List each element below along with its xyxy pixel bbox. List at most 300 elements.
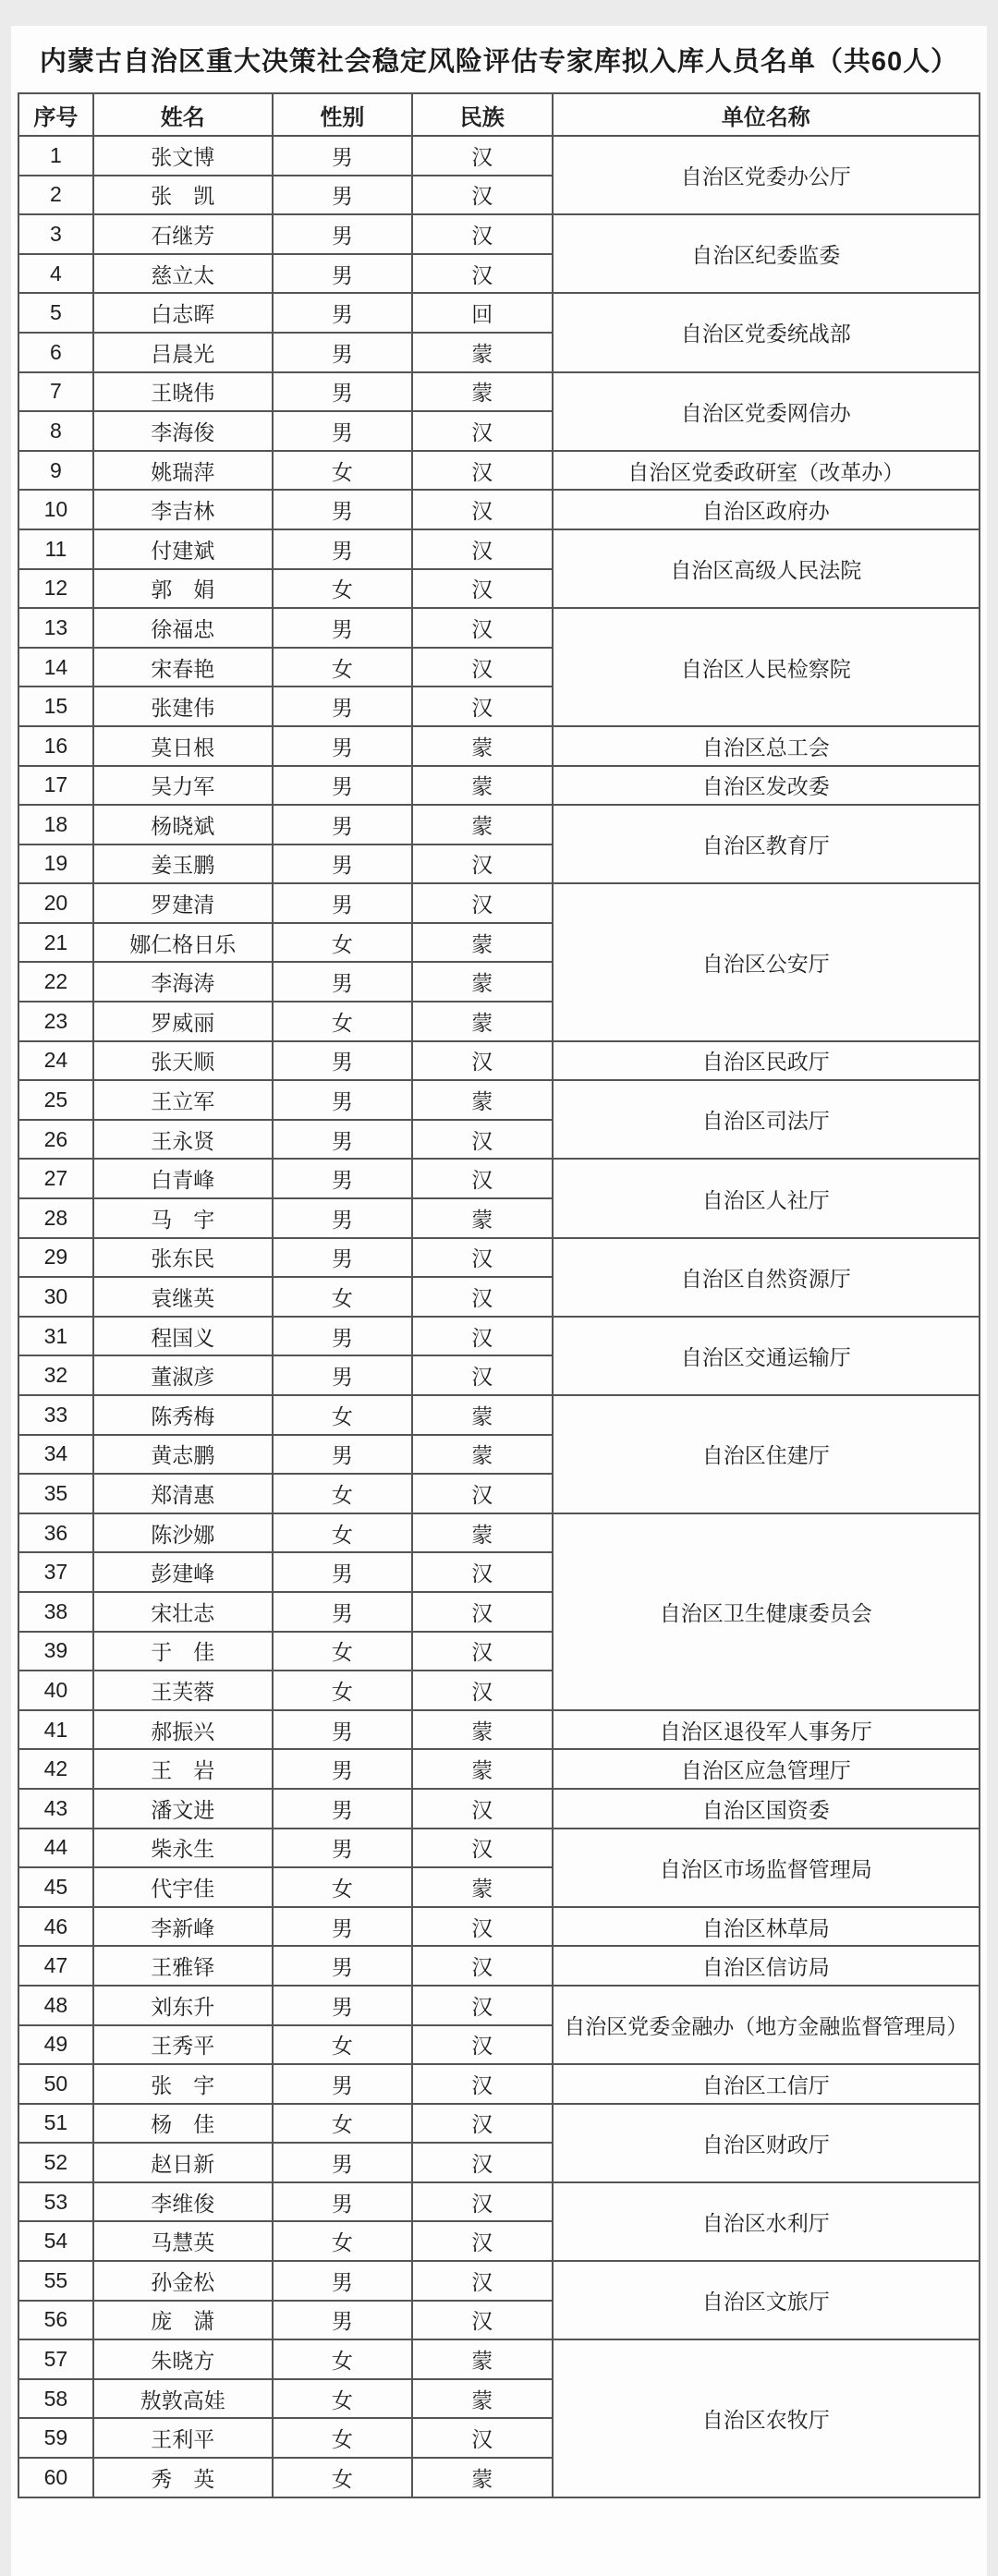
- gender-cell: 男: [273, 726, 412, 766]
- header-cell-name: 姓名: [93, 93, 273, 136]
- gender-cell: 男: [273, 766, 412, 806]
- unit-cell: 自治区交通运输厅: [553, 1317, 980, 1395]
- header-cell-ethnicity: 民族: [412, 93, 552, 136]
- unit-cell: 自治区退役军人事务厅: [553, 1710, 980, 1750]
- ethnicity-cell: 汉: [412, 411, 552, 451]
- gender-cell: 女: [273, 2379, 412, 2419]
- row-number-cell: 58: [18, 2379, 93, 2419]
- ethnicity-cell: 蒙: [412, 962, 552, 1002]
- row-number-cell: 35: [18, 1474, 93, 1513]
- gender-cell: 男: [273, 1710, 412, 1750]
- name-cell: 吴力军: [93, 766, 273, 806]
- name-cell: 陈秀梅: [93, 1395, 273, 1435]
- name-cell: 潘文进: [93, 1789, 273, 1829]
- name-cell: 王立军: [93, 1080, 273, 1120]
- unit-cell: 自治区发改委: [553, 766, 980, 806]
- unit-cell: 自治区信访局: [553, 1946, 980, 1986]
- gender-cell: 女: [273, 2339, 412, 2379]
- unit-cell: 自治区党委政研室（改革办）: [553, 451, 980, 491]
- ethnicity-cell: 汉: [412, 569, 552, 609]
- ethnicity-cell: 汉: [412, 2064, 552, 2104]
- unit-cell: 自治区党委统战部: [553, 293, 980, 371]
- gender-cell: 男: [273, 1159, 412, 1198]
- name-cell: 刘东升: [93, 1986, 273, 2025]
- row-number-cell: 19: [18, 844, 93, 884]
- row-number-cell: 31: [18, 1317, 93, 1356]
- name-cell: 赵日新: [93, 2143, 273, 2182]
- name-cell: 王秀平: [93, 2025, 273, 2065]
- row-number-cell: 12: [18, 569, 93, 609]
- ethnicity-cell: 汉: [412, 214, 552, 254]
- table-row: [18, 1946, 980, 1986]
- ethnicity-cell: 汉: [412, 1632, 552, 1671]
- name-cell: 董淑彦: [93, 1355, 273, 1395]
- row-number-cell: 23: [18, 1002, 93, 1041]
- gender-cell: 女: [273, 1277, 412, 1317]
- gender-cell: 男: [273, 254, 412, 294]
- row-number-cell: 52: [18, 2143, 93, 2182]
- ethnicity-cell: 蒙: [412, 2339, 552, 2379]
- ethnicity-cell: 汉: [412, 1120, 552, 1160]
- row-number-cell: 41: [18, 1710, 93, 1750]
- name-cell: 张天顺: [93, 1041, 273, 1081]
- gender-cell: 女: [273, 2104, 412, 2144]
- row-number-cell: 9: [18, 451, 93, 491]
- name-cell: 代宇佳: [93, 1867, 273, 1907]
- row-number-cell: 8: [18, 411, 93, 451]
- ethnicity-cell: 汉: [412, 608, 552, 648]
- ethnicity-cell: 汉: [412, 2261, 552, 2301]
- table-row: [18, 490, 980, 529]
- gender-cell: 男: [273, 1355, 412, 1395]
- name-cell: 郑清惠: [93, 1474, 273, 1513]
- ethnicity-cell: 汉: [412, 451, 552, 491]
- name-cell: 王晓伟: [93, 372, 273, 412]
- gender-cell: 男: [273, 1435, 412, 1475]
- header-cell-unit: 单位名称: [553, 93, 980, 136]
- gender-cell: 男: [273, 883, 412, 923]
- gender-cell: 男: [273, 411, 412, 451]
- name-cell: 李新峰: [93, 1907, 273, 1947]
- ethnicity-cell: 汉: [412, 2104, 552, 2144]
- name-cell: 杨 佳: [93, 2104, 273, 2144]
- gender-cell: 男: [273, 490, 412, 529]
- gender-cell: 男: [273, 1946, 412, 1986]
- unit-cell: 自治区政府办: [553, 490, 980, 529]
- ethnicity-cell: 蒙: [412, 2379, 552, 2419]
- ethnicity-cell: 蒙: [412, 1002, 552, 1041]
- name-cell: 郭 娟: [93, 569, 273, 609]
- table-row: [18, 2064, 980, 2104]
- row-number-cell: 38: [18, 1592, 93, 1632]
- unit-cell: 自治区应急管理厅: [553, 1749, 980, 1789]
- ethnicity-cell: 汉: [412, 2221, 552, 2261]
- unit-cell: 自治区文旅厅: [553, 2261, 980, 2339]
- ethnicity-cell: 蒙: [412, 1198, 552, 1238]
- row-number-cell: 56: [18, 2301, 93, 2340]
- name-cell: 莫日根: [93, 726, 273, 766]
- name-cell: 敖敦高娃: [93, 2379, 273, 2419]
- table-row: [18, 1080, 980, 1120]
- ethnicity-cell: 汉: [412, 1789, 552, 1829]
- row-number-cell: 10: [18, 490, 93, 529]
- unit-cell: 自治区卫生健康委员会: [553, 1513, 980, 1710]
- row-number-cell: 27: [18, 1159, 93, 1198]
- ethnicity-cell: 蒙: [412, 372, 552, 412]
- unit-cell: 自治区党委办公厅: [553, 136, 980, 214]
- ethnicity-cell: 蒙: [412, 1513, 552, 1553]
- row-number-cell: 39: [18, 1632, 93, 1671]
- row-number-cell: 51: [18, 2104, 93, 2144]
- row-number-cell: 46: [18, 1907, 93, 1947]
- row-number-cell: 49: [18, 2025, 93, 2065]
- row-number-cell: 44: [18, 1829, 93, 1868]
- ethnicity-cell: 汉: [412, 2182, 552, 2222]
- name-cell: 朱晓方: [93, 2339, 273, 2379]
- row-number-cell: 36: [18, 1513, 93, 1553]
- ethnicity-cell: 汉: [412, 1907, 552, 1947]
- name-cell: 张 凯: [93, 176, 273, 215]
- name-cell: 李海涛: [93, 962, 273, 1002]
- ethnicity-cell: 汉: [412, 529, 552, 569]
- unit-cell: 自治区人民检察院: [553, 608, 980, 726]
- table-row: [18, 372, 980, 412]
- gender-cell: 女: [273, 1671, 412, 1710]
- row-number-cell: 15: [18, 687, 93, 726]
- row-number-cell: 28: [18, 1198, 93, 1238]
- name-cell: 付建斌: [93, 529, 273, 569]
- row-number-cell: 18: [18, 805, 93, 844]
- row-number-cell: 1: [18, 136, 93, 176]
- ethnicity-cell: 蒙: [412, 333, 552, 372]
- gender-cell: 男: [273, 1986, 412, 2025]
- gender-cell: 男: [273, 372, 412, 412]
- name-cell: 吕晨光: [93, 333, 273, 372]
- unit-cell: 自治区党委网信办: [553, 372, 980, 451]
- unit-cell: 自治区自然资源厅: [553, 1238, 980, 1317]
- ethnicity-cell: 汉: [412, 1671, 552, 1710]
- name-cell: 李吉林: [93, 490, 273, 529]
- row-number-cell: 57: [18, 2339, 93, 2379]
- gender-cell: 男: [273, 2143, 412, 2182]
- personnel-table-body: [18, 136, 980, 2497]
- row-number-cell: 53: [18, 2182, 93, 2222]
- header-cell-no: 序号: [18, 93, 93, 136]
- table-row: [18, 1710, 980, 1750]
- header-cell-gender: 性别: [273, 93, 412, 136]
- table-row: [18, 451, 980, 491]
- gender-cell: 女: [273, 1474, 412, 1513]
- name-cell: 姚瑞萍: [93, 451, 273, 491]
- ethnicity-cell: 汉: [412, 2143, 552, 2182]
- row-number-cell: 11: [18, 529, 93, 569]
- ethnicity-cell: 蒙: [412, 1435, 552, 1475]
- row-number-cell: 30: [18, 1277, 93, 1317]
- name-cell: 王永贤: [93, 1120, 273, 1160]
- unit-cell: 自治区党委金融办（地方金融监督管理局）: [553, 1986, 980, 2064]
- row-number-cell: 37: [18, 1552, 93, 1592]
- gender-cell: 女: [273, 2221, 412, 2261]
- table-row: [18, 883, 980, 923]
- ethnicity-cell: 蒙: [412, 1749, 552, 1789]
- ethnicity-cell: 汉: [412, 1592, 552, 1632]
- row-number-cell: 21: [18, 923, 93, 963]
- ethnicity-cell: 汉: [412, 1041, 552, 1081]
- table-header-row: [18, 93, 980, 136]
- gender-cell: 男: [273, 687, 412, 726]
- gender-cell: 女: [273, 1002, 412, 1041]
- name-cell: 张 宇: [93, 2064, 273, 2104]
- name-cell: 彭建峰: [93, 1552, 273, 1592]
- gender-cell: 男: [273, 1907, 412, 1947]
- ethnicity-cell: 汉: [412, 883, 552, 923]
- gender-cell: 男: [273, 1749, 412, 1789]
- gender-cell: 女: [273, 923, 412, 963]
- table-row: [18, 2182, 980, 2222]
- row-number-cell: 3: [18, 214, 93, 254]
- unit-cell: 自治区工信厅: [553, 2064, 980, 2104]
- row-number-cell: 22: [18, 962, 93, 1002]
- gender-cell: 女: [273, 2458, 412, 2497]
- name-cell: 罗建清: [93, 883, 273, 923]
- gender-cell: 男: [273, 2182, 412, 2222]
- name-cell: 白青峰: [93, 1159, 273, 1198]
- ethnicity-cell: 汉: [412, 2025, 552, 2065]
- table-row: [18, 1789, 980, 1829]
- table-row: [18, 214, 980, 254]
- gender-cell: 男: [273, 805, 412, 844]
- row-number-cell: 16: [18, 726, 93, 766]
- table-row: [18, 293, 980, 333]
- unit-cell: 自治区纪委监委: [553, 214, 980, 293]
- unit-cell: 自治区高级人民法院: [553, 529, 980, 608]
- name-cell: 石继芳: [93, 214, 273, 254]
- row-number-cell: 48: [18, 1986, 93, 2025]
- table-row: [18, 2261, 980, 2301]
- gender-cell: 女: [273, 1513, 412, 1553]
- row-number-cell: 45: [18, 1867, 93, 1907]
- unit-cell: 自治区教育厅: [553, 805, 980, 883]
- unit-cell: 自治区国资委: [553, 1789, 980, 1829]
- name-cell: 马慧英: [93, 2221, 273, 2261]
- row-number-cell: 60: [18, 2458, 93, 2497]
- row-number-cell: 55: [18, 2261, 93, 2301]
- ethnicity-cell: 汉: [412, 1946, 552, 1986]
- name-cell: 杨晓斌: [93, 805, 273, 844]
- table-row: [18, 1829, 980, 1868]
- gender-cell: 男: [273, 1592, 412, 1632]
- gender-cell: 女: [273, 1867, 412, 1907]
- name-cell: 于 佳: [93, 1632, 273, 1671]
- ethnicity-cell: 汉: [412, 136, 552, 176]
- unit-cell: 自治区总工会: [553, 726, 980, 766]
- gender-cell: 男: [273, 176, 412, 215]
- ethnicity-cell: 蒙: [412, 923, 552, 963]
- row-number-cell: 20: [18, 883, 93, 923]
- name-cell: 娜仁格日乐: [93, 923, 273, 963]
- row-number-cell: 7: [18, 372, 93, 412]
- ethnicity-cell: 蒙: [412, 1395, 552, 1435]
- gender-cell: 女: [273, 2025, 412, 2065]
- table-row: [18, 766, 980, 806]
- name-cell: 白志晖: [93, 293, 273, 333]
- gender-cell: 女: [273, 1632, 412, 1671]
- gender-cell: 男: [273, 1198, 412, 1238]
- row-number-cell: 47: [18, 1946, 93, 1986]
- row-number-cell: 54: [18, 2221, 93, 2261]
- table-row: [18, 1986, 980, 2025]
- name-cell: 庞 潇: [93, 2301, 273, 2340]
- ethnicity-cell: 汉: [412, 1474, 552, 1513]
- personnel-table: [18, 92, 980, 2498]
- row-number-cell: 13: [18, 608, 93, 648]
- row-number-cell: 43: [18, 1789, 93, 1829]
- name-cell: 宋壮志: [93, 1592, 273, 1632]
- name-cell: 孙金松: [93, 2261, 273, 2301]
- name-cell: 王 岩: [93, 1749, 273, 1789]
- ethnicity-cell: 汉: [412, 176, 552, 215]
- row-number-cell: 6: [18, 333, 93, 372]
- ethnicity-cell: 蒙: [412, 1710, 552, 1750]
- row-number-cell: 29: [18, 1238, 93, 1278]
- document-page: [11, 26, 987, 2576]
- gender-cell: 男: [273, 1317, 412, 1356]
- gender-cell: 男: [273, 529, 412, 569]
- ethnicity-cell: 蒙: [412, 726, 552, 766]
- gender-cell: 男: [273, 1552, 412, 1592]
- ethnicity-cell: 汉: [412, 2418, 552, 2458]
- unit-cell: 自治区住建厅: [553, 1395, 980, 1513]
- gender-cell: 女: [273, 2418, 412, 2458]
- ethnicity-cell: 蒙: [412, 766, 552, 806]
- name-cell: 黄志鹏: [93, 1435, 273, 1475]
- gender-cell: 男: [273, 2261, 412, 2301]
- ethnicity-cell: 汉: [412, 1317, 552, 1356]
- page-title: 内蒙古自治区重大决策社会稳定风险评估专家库拟入库人员名单（共60人）: [39, 46, 959, 77]
- gender-cell: 男: [273, 1829, 412, 1868]
- table-row: [18, 1159, 980, 1198]
- name-cell: 李维俊: [93, 2182, 273, 2222]
- row-number-cell: 34: [18, 1435, 93, 1475]
- unit-cell: 自治区市场监督管理局: [553, 1829, 980, 1907]
- table-row: [18, 1317, 980, 1356]
- gender-cell: 男: [273, 1789, 412, 1829]
- table-row: [18, 2104, 980, 2144]
- gender-cell: 女: [273, 648, 412, 687]
- ethnicity-cell: 汉: [412, 687, 552, 726]
- ethnicity-cell: 汉: [412, 2301, 552, 2340]
- row-number-cell: 33: [18, 1395, 93, 1435]
- row-number-cell: 40: [18, 1671, 93, 1710]
- row-number-cell: 25: [18, 1080, 93, 1120]
- table-row: [18, 805, 980, 844]
- name-cell: 张东民: [93, 1238, 273, 1278]
- ethnicity-cell: 汉: [412, 254, 552, 294]
- gender-cell: 男: [273, 293, 412, 333]
- gender-cell: 女: [273, 569, 412, 609]
- ethnicity-cell: 汉: [412, 1159, 552, 1198]
- name-cell: 秀 英: [93, 2458, 273, 2497]
- name-cell: 姜玉鹏: [93, 844, 273, 884]
- row-number-cell: 2: [18, 176, 93, 215]
- row-number-cell: 14: [18, 648, 93, 687]
- ethnicity-cell: 汉: [412, 844, 552, 884]
- gender-cell: 男: [273, 2064, 412, 2104]
- gender-cell: 男: [273, 1120, 412, 1160]
- ethnicity-cell: 蒙: [412, 1867, 552, 1907]
- unit-cell: 自治区农牧厅: [553, 2339, 980, 2497]
- ethnicity-cell: 蒙: [412, 805, 552, 844]
- table-row: [18, 1513, 980, 1553]
- table-row: [18, 1395, 980, 1435]
- gender-cell: 男: [273, 1238, 412, 1278]
- table-row: [18, 608, 980, 648]
- name-cell: 马 宇: [93, 1198, 273, 1238]
- ethnicity-cell: 汉: [412, 490, 552, 529]
- ethnicity-cell: 汉: [412, 1552, 552, 1592]
- name-cell: 陈沙娜: [93, 1513, 273, 1553]
- row-number-cell: 50: [18, 2064, 93, 2104]
- unit-cell: 自治区水利厅: [553, 2182, 980, 2261]
- ethnicity-cell: 汉: [412, 1829, 552, 1868]
- gender-cell: 男: [273, 962, 412, 1002]
- gender-cell: 男: [273, 1080, 412, 1120]
- table-row: [18, 1907, 980, 1947]
- table-row: [18, 136, 980, 176]
- name-cell: 宋春艳: [93, 648, 273, 687]
- table-row: [18, 529, 980, 569]
- ethnicity-cell: 蒙: [412, 1080, 552, 1120]
- row-number-cell: 32: [18, 1355, 93, 1395]
- ethnicity-cell: 汉: [412, 1277, 552, 1317]
- row-number-cell: 5: [18, 293, 93, 333]
- gender-cell: 男: [273, 2301, 412, 2340]
- gender-cell: 女: [273, 1395, 412, 1435]
- ethnicity-cell: 汉: [412, 1355, 552, 1395]
- table-row: [18, 1749, 980, 1789]
- gender-cell: 男: [273, 333, 412, 372]
- name-cell: 慈立太: [93, 254, 273, 294]
- gender-cell: 男: [273, 136, 412, 176]
- unit-cell: 自治区公安厅: [553, 883, 980, 1040]
- name-cell: 罗威丽: [93, 1002, 273, 1041]
- name-cell: 王利平: [93, 2418, 273, 2458]
- row-number-cell: 26: [18, 1120, 93, 1160]
- name-cell: 徐福忠: [93, 608, 273, 648]
- table-row: [18, 1041, 980, 1081]
- name-cell: 袁继英: [93, 1277, 273, 1317]
- ethnicity-cell: 汉: [412, 648, 552, 687]
- row-number-cell: 17: [18, 766, 93, 806]
- table-row: [18, 726, 980, 766]
- gender-cell: 男: [273, 214, 412, 254]
- row-number-cell: 42: [18, 1749, 93, 1789]
- name-cell: 王芙蓉: [93, 1671, 273, 1710]
- row-number-cell: 24: [18, 1041, 93, 1081]
- unit-cell: 自治区财政厅: [553, 2104, 980, 2182]
- table-row: [18, 2339, 980, 2379]
- gender-cell: 男: [273, 608, 412, 648]
- unit-cell: 自治区人社厅: [553, 1159, 980, 1237]
- table-row: [18, 1238, 980, 1278]
- unit-cell: 自治区司法厅: [553, 1080, 980, 1159]
- ethnicity-cell: 汉: [412, 1986, 552, 2025]
- ethnicity-cell: 汉: [412, 1238, 552, 1278]
- unit-cell: 自治区民政厅: [553, 1041, 980, 1081]
- name-cell: 王雅铎: [93, 1946, 273, 1986]
- ethnicity-cell: 蒙: [412, 2458, 552, 2497]
- ethnicity-cell: 回: [412, 293, 552, 333]
